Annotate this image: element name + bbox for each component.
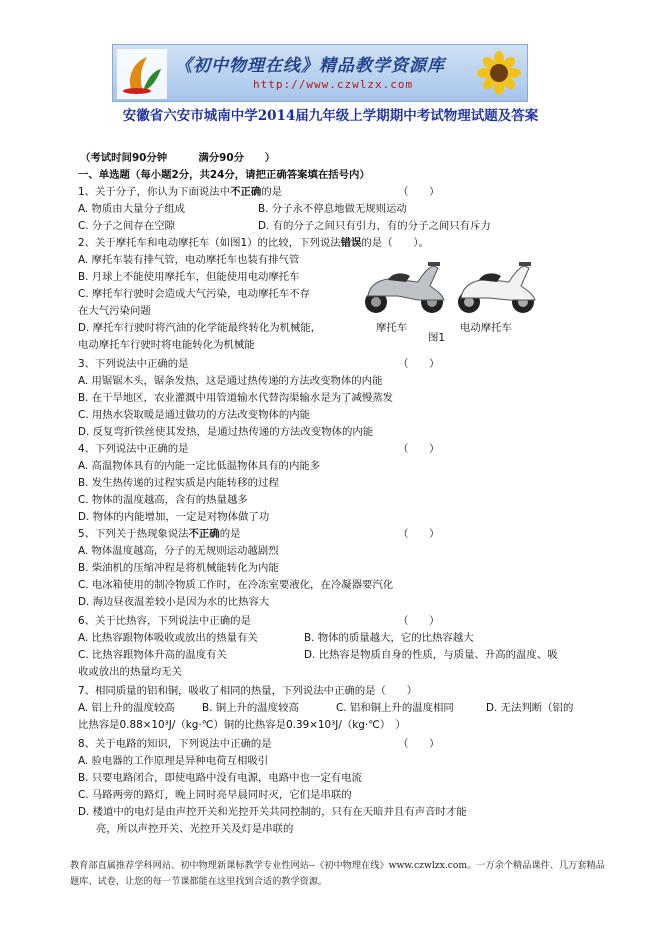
figure-caption: 图1 bbox=[428, 332, 446, 344]
option: 收或放出的热量均无关 bbox=[78, 666, 182, 678]
figure-label: 电动摩托车 bbox=[460, 322, 512, 334]
answer-paren: （ ） bbox=[398, 528, 440, 540]
option: B. 物体的质量越大，它的比热容越大 bbox=[304, 632, 474, 644]
option: A. 用锯锯木头，锯条发热，这是通过热传递的方法改变物体的内能 bbox=[78, 375, 383, 387]
option: 比热容是0.88×10³J/（kg·℃）铜的比热容是0.39×10³J/（kg·℃） ） bbox=[78, 719, 406, 731]
question-stem: 2、关于摩托车和电动摩托车（如图1）的比较，下列说法错误的是（ ）。 bbox=[78, 237, 429, 249]
option: 在大气污染问题 bbox=[78, 305, 151, 317]
option: B. 月球上不能使用摩托车，但能使用电动摩托车 bbox=[78, 271, 300, 283]
option: A. 物体温度越高，分子的无规则运动越剧烈 bbox=[78, 545, 279, 557]
option: A. 高温物体具有的内能一定比低温物体具有的内能多 bbox=[78, 460, 321, 472]
option: D. 反复弯折铁丝使其发热，是通过热传递的方法改变物体的内能 bbox=[78, 426, 374, 438]
option: C. 铝和铜上升的温度相同 bbox=[336, 702, 454, 714]
question-stem: 3、下列说法中正确的是 bbox=[78, 358, 189, 370]
figure-label: 摩托车 bbox=[376, 322, 408, 334]
motorcycle-figure bbox=[358, 252, 450, 316]
option: A. 比热容跟物体吸收或放出的热量有关 bbox=[78, 632, 258, 644]
option: C. 分子之间存在空隙 bbox=[78, 220, 175, 232]
option: B. 发生热传递的过程实质是内能转移的过程 bbox=[78, 477, 279, 489]
option: D. 物体的内能增加，一定是对物体做了功 bbox=[78, 511, 270, 523]
option: D. 摩托车行驶时将汽油的化学能最终转化为机械能， bbox=[78, 322, 322, 334]
option: B. 在干旱地区，农业灌溉中用管道输水代替沟渠输水是为了减慢蒸发 bbox=[78, 392, 394, 404]
question-stem: 5、下列关于热现象说法不正确的是 bbox=[78, 528, 241, 540]
option: C. 比热容跟物体升高的温度有关 bbox=[78, 649, 227, 661]
answer-paren: （ ） bbox=[398, 615, 440, 627]
option: B. 只要电路闭合，即使电路中没有电源，电路中也一定有电流 bbox=[78, 772, 362, 784]
banner-title: 《初中物理在线》精品教学资源库 bbox=[175, 56, 445, 76]
question-stem: 6、关于比热容，下列说法中正确的是 bbox=[78, 615, 251, 627]
option: D. 比热容是物质自身的性质，与质量、升高的温度、吸 bbox=[304, 649, 558, 661]
page-title: 安徽省六安市城南中学2014届九年级上学期期中考试物理试题及答案 bbox=[122, 108, 539, 124]
option: C. 摩托车行驶时会造成大气污染，电动摩托车不存 bbox=[78, 288, 311, 300]
electric-motorcycle-figure bbox=[453, 252, 541, 316]
option: C. 用热水袋取暖是通过做功的方法改变物体的内能 bbox=[78, 409, 311, 421]
option: A. 摩托车装有排气管，电动摩托车也装有排气管 bbox=[78, 254, 300, 266]
banner-url[interactable]: http://www.czwlzx.com bbox=[253, 78, 414, 91]
option: D. 海边昼夜温差较小是因为水的比热容大 bbox=[78, 596, 270, 608]
option: 电动摩托车行驶时将电能转化为机械能 bbox=[78, 339, 255, 351]
option: A. 铝上升的温度较高 bbox=[78, 702, 175, 714]
question-stem: 8、关于电路的知识，下列说法中正确的是 bbox=[78, 738, 272, 750]
site-logo-icon bbox=[117, 49, 167, 99]
option: A. 验电器的工作原理是异种电荷互相吸引 bbox=[78, 755, 269, 767]
option: 亮，所以声控开关、光控开关及灯是串联的 bbox=[96, 823, 294, 835]
footer-note: 教育部直属推荐学科网站、初中物理新课标教学专业性网站--《初中物理在线》www.czwlzx.com。一万余个精品课件、几万套精品题库、试卷，让您的每一节课都能在这里找到合适的教学资源。 bbox=[70, 860, 605, 887]
answer-paren: （ ） bbox=[398, 358, 440, 370]
option: B. 铜上升的温度较高 bbox=[202, 702, 299, 714]
sunflower-icon bbox=[477, 51, 521, 95]
section-heading: 一、单选题（每小题2分，共24分，请把正确答案填在括号内） bbox=[78, 169, 370, 181]
header-banner bbox=[112, 44, 528, 102]
answer-paren: （ ） bbox=[398, 443, 440, 455]
option: C. 物体的温度越高，含有的热量越多 bbox=[78, 494, 248, 506]
question-stem: 1、关于分子，你认为下面说法中不正确的是 bbox=[78, 186, 283, 198]
option: C. 马路两旁的路灯，晚上同时亮早晨同时灭，它们是串联的 bbox=[78, 789, 352, 801]
answer-paren: （ ） bbox=[398, 738, 440, 750]
option: A. 物质由大量分子组成 bbox=[78, 203, 186, 215]
option: B. 分子永不停息地做无规则运动 bbox=[258, 203, 407, 215]
answer-paren: （ ） bbox=[398, 186, 440, 198]
exam-info: （考试时间90分钟 满分90分 ） bbox=[80, 152, 276, 164]
option: D. 无法判断（铝的 bbox=[486, 702, 574, 714]
option: B. 柴油机的压缩冲程是将机械能转化为内能 bbox=[78, 562, 279, 574]
question-stem: 7、相同质量的铝和铜，吸收了相同的热量，下列说法中正确的是（ ） bbox=[78, 685, 418, 697]
option: D. 有的分子之间只有引力，有的分子之间只有斥力 bbox=[258, 220, 491, 232]
option: D. 楼道中的电灯是由声控开关和光控开关共同控制的，只有在天暗并且有声音时才能 bbox=[78, 806, 467, 818]
question-stem: 4、下列说法中正确的是 bbox=[78, 443, 189, 455]
option: C. 电冰箱使用的制冷物质工作时，在冷冻室要液化，在冷凝器要汽化 bbox=[78, 579, 394, 591]
